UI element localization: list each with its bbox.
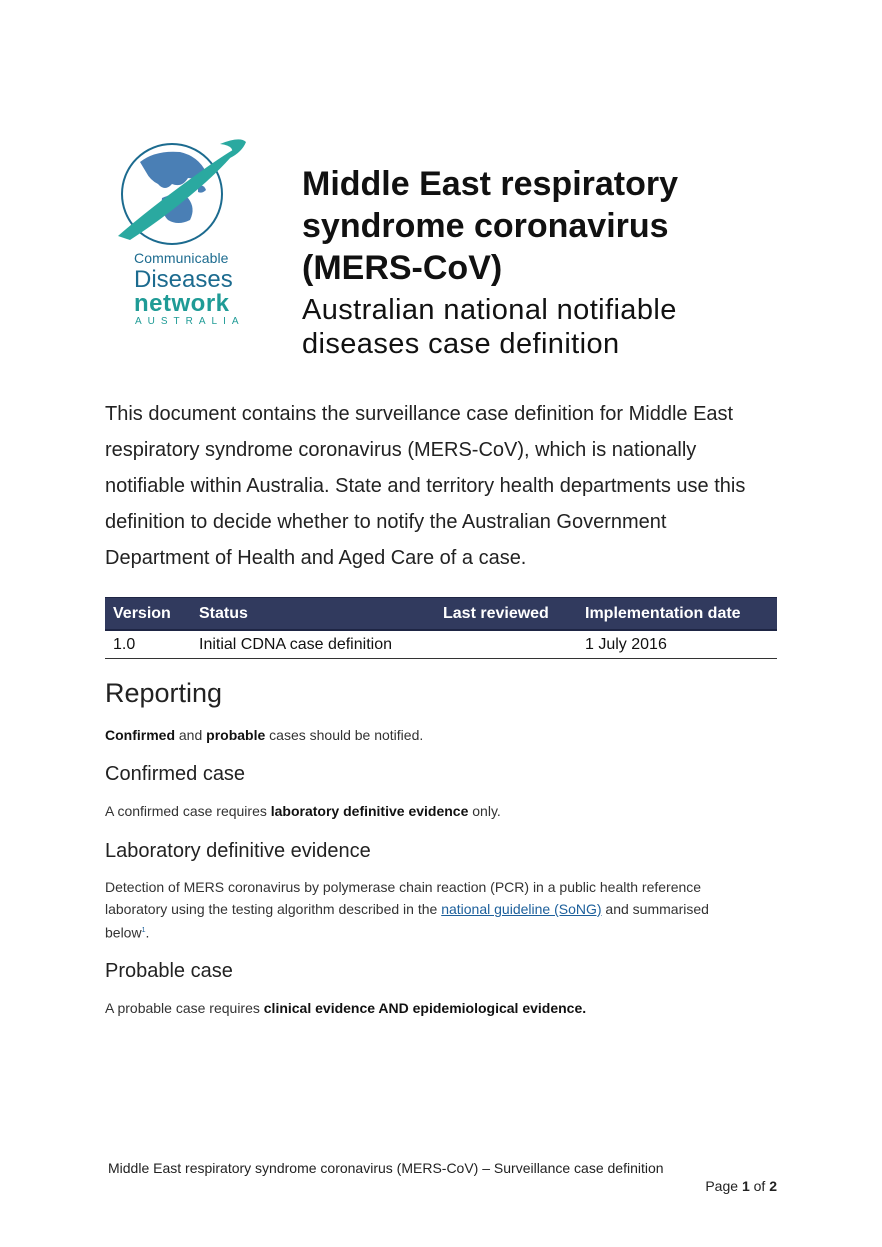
logo-text-diseases: Diseases: [134, 266, 233, 293]
cdna-logo: [110, 132, 250, 332]
logo-text-network: network: [134, 290, 230, 317]
page-number: [705, 1178, 777, 1194]
page-title: [302, 163, 762, 289]
probable-text-pre: A probable case requires: [105, 1000, 264, 1016]
probable-bold: probable: [206, 727, 266, 743]
logo-text-australia: AUSTRALIA: [135, 316, 245, 327]
cell-status: Initial CDNA case definition: [191, 630, 435, 659]
title-line: (MERS-CoV): [302, 249, 503, 287]
confirmed-text-pre: A confirmed case requires: [105, 803, 271, 819]
cell-last-reviewed: [435, 630, 577, 659]
confirmed-case-text: [105, 800, 777, 822]
column-header-status: Status: [191, 598, 435, 631]
table-row: [105, 630, 777, 659]
column-header-last-reviewed: Last reviewed: [435, 598, 577, 631]
intro-paragraph: [105, 396, 785, 576]
intro-line: This document contains the surveillance case definition for Middle East: [105, 403, 734, 425]
lab-line: Detection of MERS coronavirus by polymerase chain reaction (PCR) in a public health reference: [105, 879, 702, 895]
lab-definitive-text: [105, 876, 777, 944]
confirmed-bold: Confirmed: [105, 727, 175, 743]
page-word: Page: [705, 1178, 742, 1194]
footnote-link[interactable]: 1: [141, 927, 146, 934]
intro-line: Department of Health and Aged Care of a case.: [105, 547, 527, 569]
intro-line: notifiable within Australia. State and territory health departments use this: [105, 475, 746, 497]
page-subtitle: [302, 293, 762, 361]
lab-line-3-post: .: [145, 924, 150, 941]
subtitle-line: Australian national notifiable: [302, 294, 677, 326]
lab-line: [105, 920, 777, 944]
page-total: 2: [769, 1178, 777, 1194]
confirmed-text-post: only.: [468, 803, 501, 819]
probable-case-heading: Probable case: [105, 960, 233, 982]
logo-text-communicable: Communicable: [134, 250, 229, 266]
page-of: of: [749, 1178, 770, 1194]
subtitle-line: diseases case definition: [302, 328, 620, 360]
national-guideline-link[interactable]: national guideline (SoNG): [441, 901, 602, 917]
and-text: and: [175, 727, 207, 743]
lab-definitive-heading: Laboratory definitive evidence: [105, 840, 371, 862]
reporting-rest: cases should be notified.: [265, 727, 424, 743]
page-current: 1: [741, 1178, 750, 1194]
column-header-implementation-date: Implementation date: [577, 598, 777, 631]
column-header-version: Version: [105, 598, 191, 631]
version-table: [105, 597, 777, 659]
probable-case-text: [105, 997, 777, 1019]
intro-line: definition to decide whether to notify the Australian Government: [105, 511, 667, 533]
title-line: syndrome coronavirus: [302, 207, 669, 245]
lab-line-3-pre: below: [105, 924, 142, 941]
lab-line-2-pre: laboratory using the testing algorithm described in the: [105, 901, 442, 917]
globe-icon: [110, 132, 250, 252]
intro-line: respiratory syndrome coronavirus (MERS-CoV), which is nationally: [105, 439, 697, 461]
reporting-heading: Reporting: [105, 678, 223, 708]
lab-line: [105, 898, 777, 920]
table-header-row: [105, 598, 777, 631]
lab-line-2-post: and summarised: [601, 901, 709, 917]
cell-implementation-date: 1 July 2016: [577, 630, 777, 659]
reporting-text: [105, 724, 777, 746]
cell-version: 1.0: [105, 630, 191, 659]
confirmed-text-bold: laboratory definitive evidence: [270, 803, 469, 819]
footer-doc-title: Middle East respiratory syndrome coronavirus (MERS-CoV) – Surveillance case definition: [108, 1160, 664, 1176]
confirmed-case-heading: Confirmed case: [105, 763, 246, 785]
title-line: Middle East respiratory: [302, 165, 679, 203]
probable-text-bold: clinical evidence AND epidemiological evidence.: [263, 1000, 587, 1016]
